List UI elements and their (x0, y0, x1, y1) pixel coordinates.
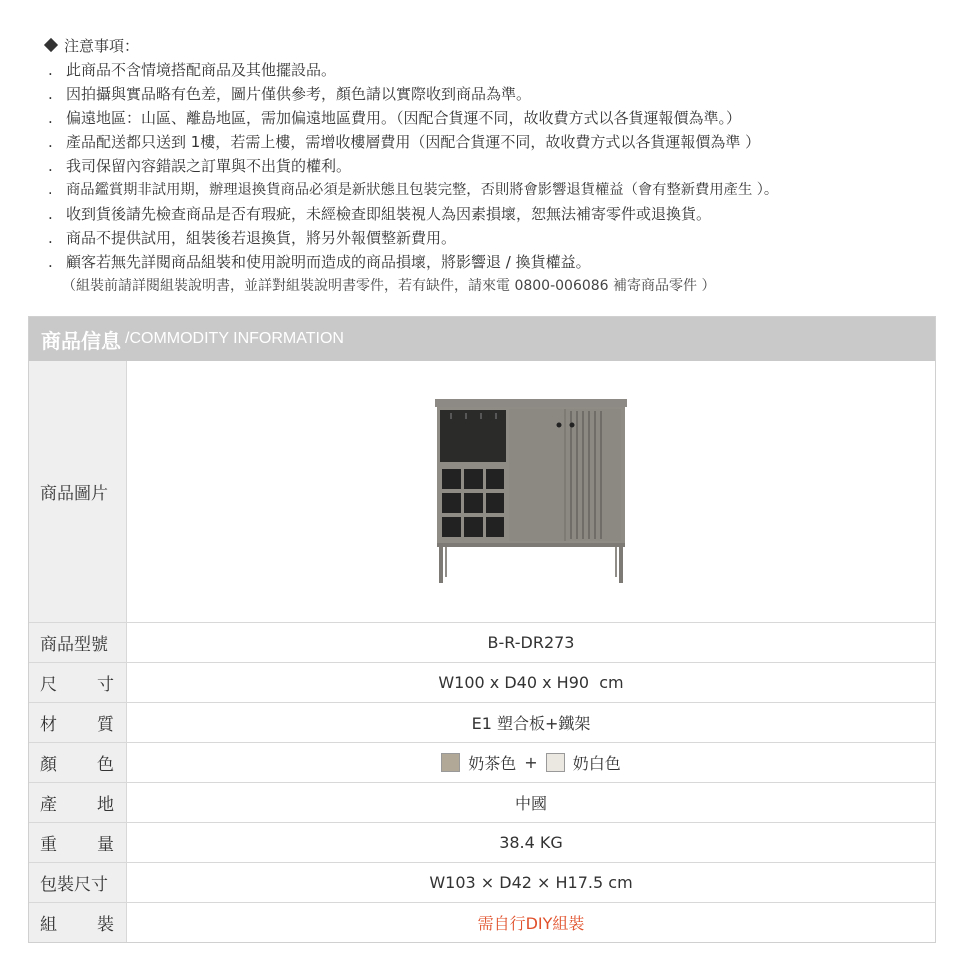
row-color (29, 742, 935, 782)
door-knob (557, 422, 562, 427)
row-material (29, 702, 935, 742)
weight-label: 重 量 (29, 823, 127, 862)
note-item: . 產品配送都只送到 1樓，若需上樓，需增收樓層費用（因配合貨運不同，故收費方式以各貨運報價為準 ） (48, 133, 761, 151)
model-label: 商品型號 (29, 623, 127, 662)
size-value: W100 x D40 x H90 cm (438, 673, 624, 692)
cabinet-leg (619, 547, 623, 583)
color-value (127, 743, 935, 782)
wine-cabinet-illustration (431, 397, 631, 587)
note-item: . 偏遠地區：山區、離島地區，需加偏遠地區費用。（因配合貨運不同，故收費方式以各貨運報價為準。） (48, 109, 742, 127)
assembly-value: 需自行DIY組裝 (477, 914, 585, 933)
cabinet-top (435, 399, 627, 407)
color-label: 顏 色 (29, 743, 127, 782)
material-label: 材 質 (29, 703, 127, 742)
row-package (29, 862, 935, 902)
commodity-info-table (28, 316, 936, 943)
info-title-en: /COMMODITY INFORMATION (125, 330, 344, 347)
milk-tea-swatch (441, 753, 460, 772)
product-image (127, 361, 935, 622)
assembly-label: 組 裝 (29, 903, 127, 942)
door-knob (570, 422, 575, 427)
note-item: . 此商品不含情境搭配商品及其他擺設品。 (48, 61, 337, 79)
note-item: . 因拍攝與實品略有色差，圖片僅供參考，顏色請以實際收到商品為準。 (48, 85, 532, 103)
info-title-zh: 商品信息 (41, 328, 121, 353)
note-item: . 我司保留內容錯誤之訂單與不出貨的權利。 (48, 157, 352, 175)
row-model (29, 622, 935, 662)
package-value: W103 × D42 × H17.5 cm (429, 873, 633, 892)
row-origin (29, 782, 935, 822)
origin-label: 產 地 (29, 783, 127, 822)
model-value: B-R-DR273 (487, 633, 575, 652)
package-label: 包裝尺寸 (29, 863, 127, 902)
diamond-bullet-icon (44, 38, 58, 52)
origin-value: 中國 (514, 794, 547, 813)
row-size (29, 662, 935, 702)
note-item: . 收到貨後請先檢查商品是否有瑕疵，未經檢查即組裝視人為因素損壞，恕無法補寄零件或退換貨。 (48, 205, 712, 223)
weight-value: 38.4 KG (499, 833, 563, 852)
material-value: E1 塑合板+鐵架 (471, 714, 591, 733)
product-image-row (29, 361, 935, 622)
notes-section (40, 34, 940, 298)
size-label: 尺 寸 (29, 663, 127, 702)
color2-text: 奶白色 (572, 754, 621, 773)
row-weight (29, 822, 935, 862)
notes-footnote: （組裝前請詳閱組裝說明書，並詳對組裝說明書零件，若有缺件，請來電 0800-006086 補寄商品零件 ） (62, 278, 716, 294)
info-title-bar (29, 317, 935, 361)
note-item: . 顧客若無先詳閱商品組裝和使用說明而造成的商品損壞，將影響退 / 換貨權益。 (48, 253, 591, 271)
plus-sign: + (524, 753, 538, 772)
color1-text: 奶茶色 (468, 754, 517, 773)
milk-white-swatch (546, 753, 565, 772)
note-item: . 商品鑑賞期非試用期，辦理退換貨商品必須是新狀態且包裝完整，否則將會影響退貨權益（會有整新費用產生 ）。 (48, 182, 779, 198)
notes-heading: 注意事項： (40, 34, 940, 58)
image-label: 商品圖片 (29, 361, 127, 622)
note-item: . 商品不提供試用，組裝後若退換貨，將另外報價整新費用。 (48, 229, 457, 247)
row-assembly (29, 902, 935, 942)
cabinet-leg (439, 547, 443, 583)
